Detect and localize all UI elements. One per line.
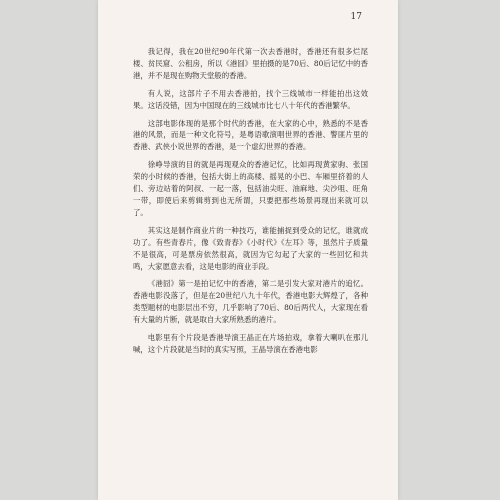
book-page [98, 0, 398, 500]
page-number: 17 [350, 12, 362, 22]
paragraph-7: 电影里有个片段是香港导演王晶正在片场拍戏，拿着大喇叭在那儿喊，这个片段就是当时的真实写照，王晶导演在香港电影 [133, 333, 368, 354]
paragraph-5: 其实这是制作商业片的一种技巧，谁能捕捉到受众的记忆，谁就成功了。有些青春片，像《致青春》《小时代》《左耳》等，虽然片子质量不是很高，可是票房依然很高，就因为它勾起了大家的一些回忆和共鸣，大家愿意去看，这是电影的商业手段。 [133, 225, 368, 271]
paragraph-1: 我记得，我在20世纪90年代第一次去香港时，香港还有很多烂尾楼、贫民窟、公租房，所以《港囧》里拍摄的是70后、80后记忆中的香港，并不是现在购物天堂般的香港。 [133, 47, 368, 80]
body-text [133, 46, 368, 362]
paragraph-3: 这部电影体现的是那个时代的香港，在大家的心中，熟悉的不是香港的风景，而是一种文化符号，是粤语歌演唱世界的香港、警匪片里的香港、武侠小说世界的香港，是一个虚幻世界的香港。 [133, 118, 368, 152]
paragraph-4: 徐峥导演的目的就是再现观众的香港记忆，比如再现黄家驹、张国荣的小时候的香港，包括大街上的高楼、摇晃的小巴、车厢里挤着的人们、旁边站着的阿叔、一起一落，包括油尖旺、油麻地、尖沙咀、旺角一带，即使后来剪辑剪到也无所谓，只要把那些场景再现出来就可以了。 [133, 160, 368, 217]
paragraph-2: 有人说，这部片子不用去香港拍，找个三线城市一样能拍出这效果。这话没错，因为中国现在的三线城市比七八十年代的香港繁华。 [133, 88, 368, 110]
paragraph-6: 《港囧》第一是拍记忆中的香港，第二是引发大家对港片的追忆。香港电影没落了，但是在20世纪八九十年代，香港电影大辉煌了，各种类型题材的电影层出不穷，几乎影响了70后、80后两代人，大家现在看有大量的片断，就是取自大家所熟悉的港片。 [133, 279, 368, 325]
